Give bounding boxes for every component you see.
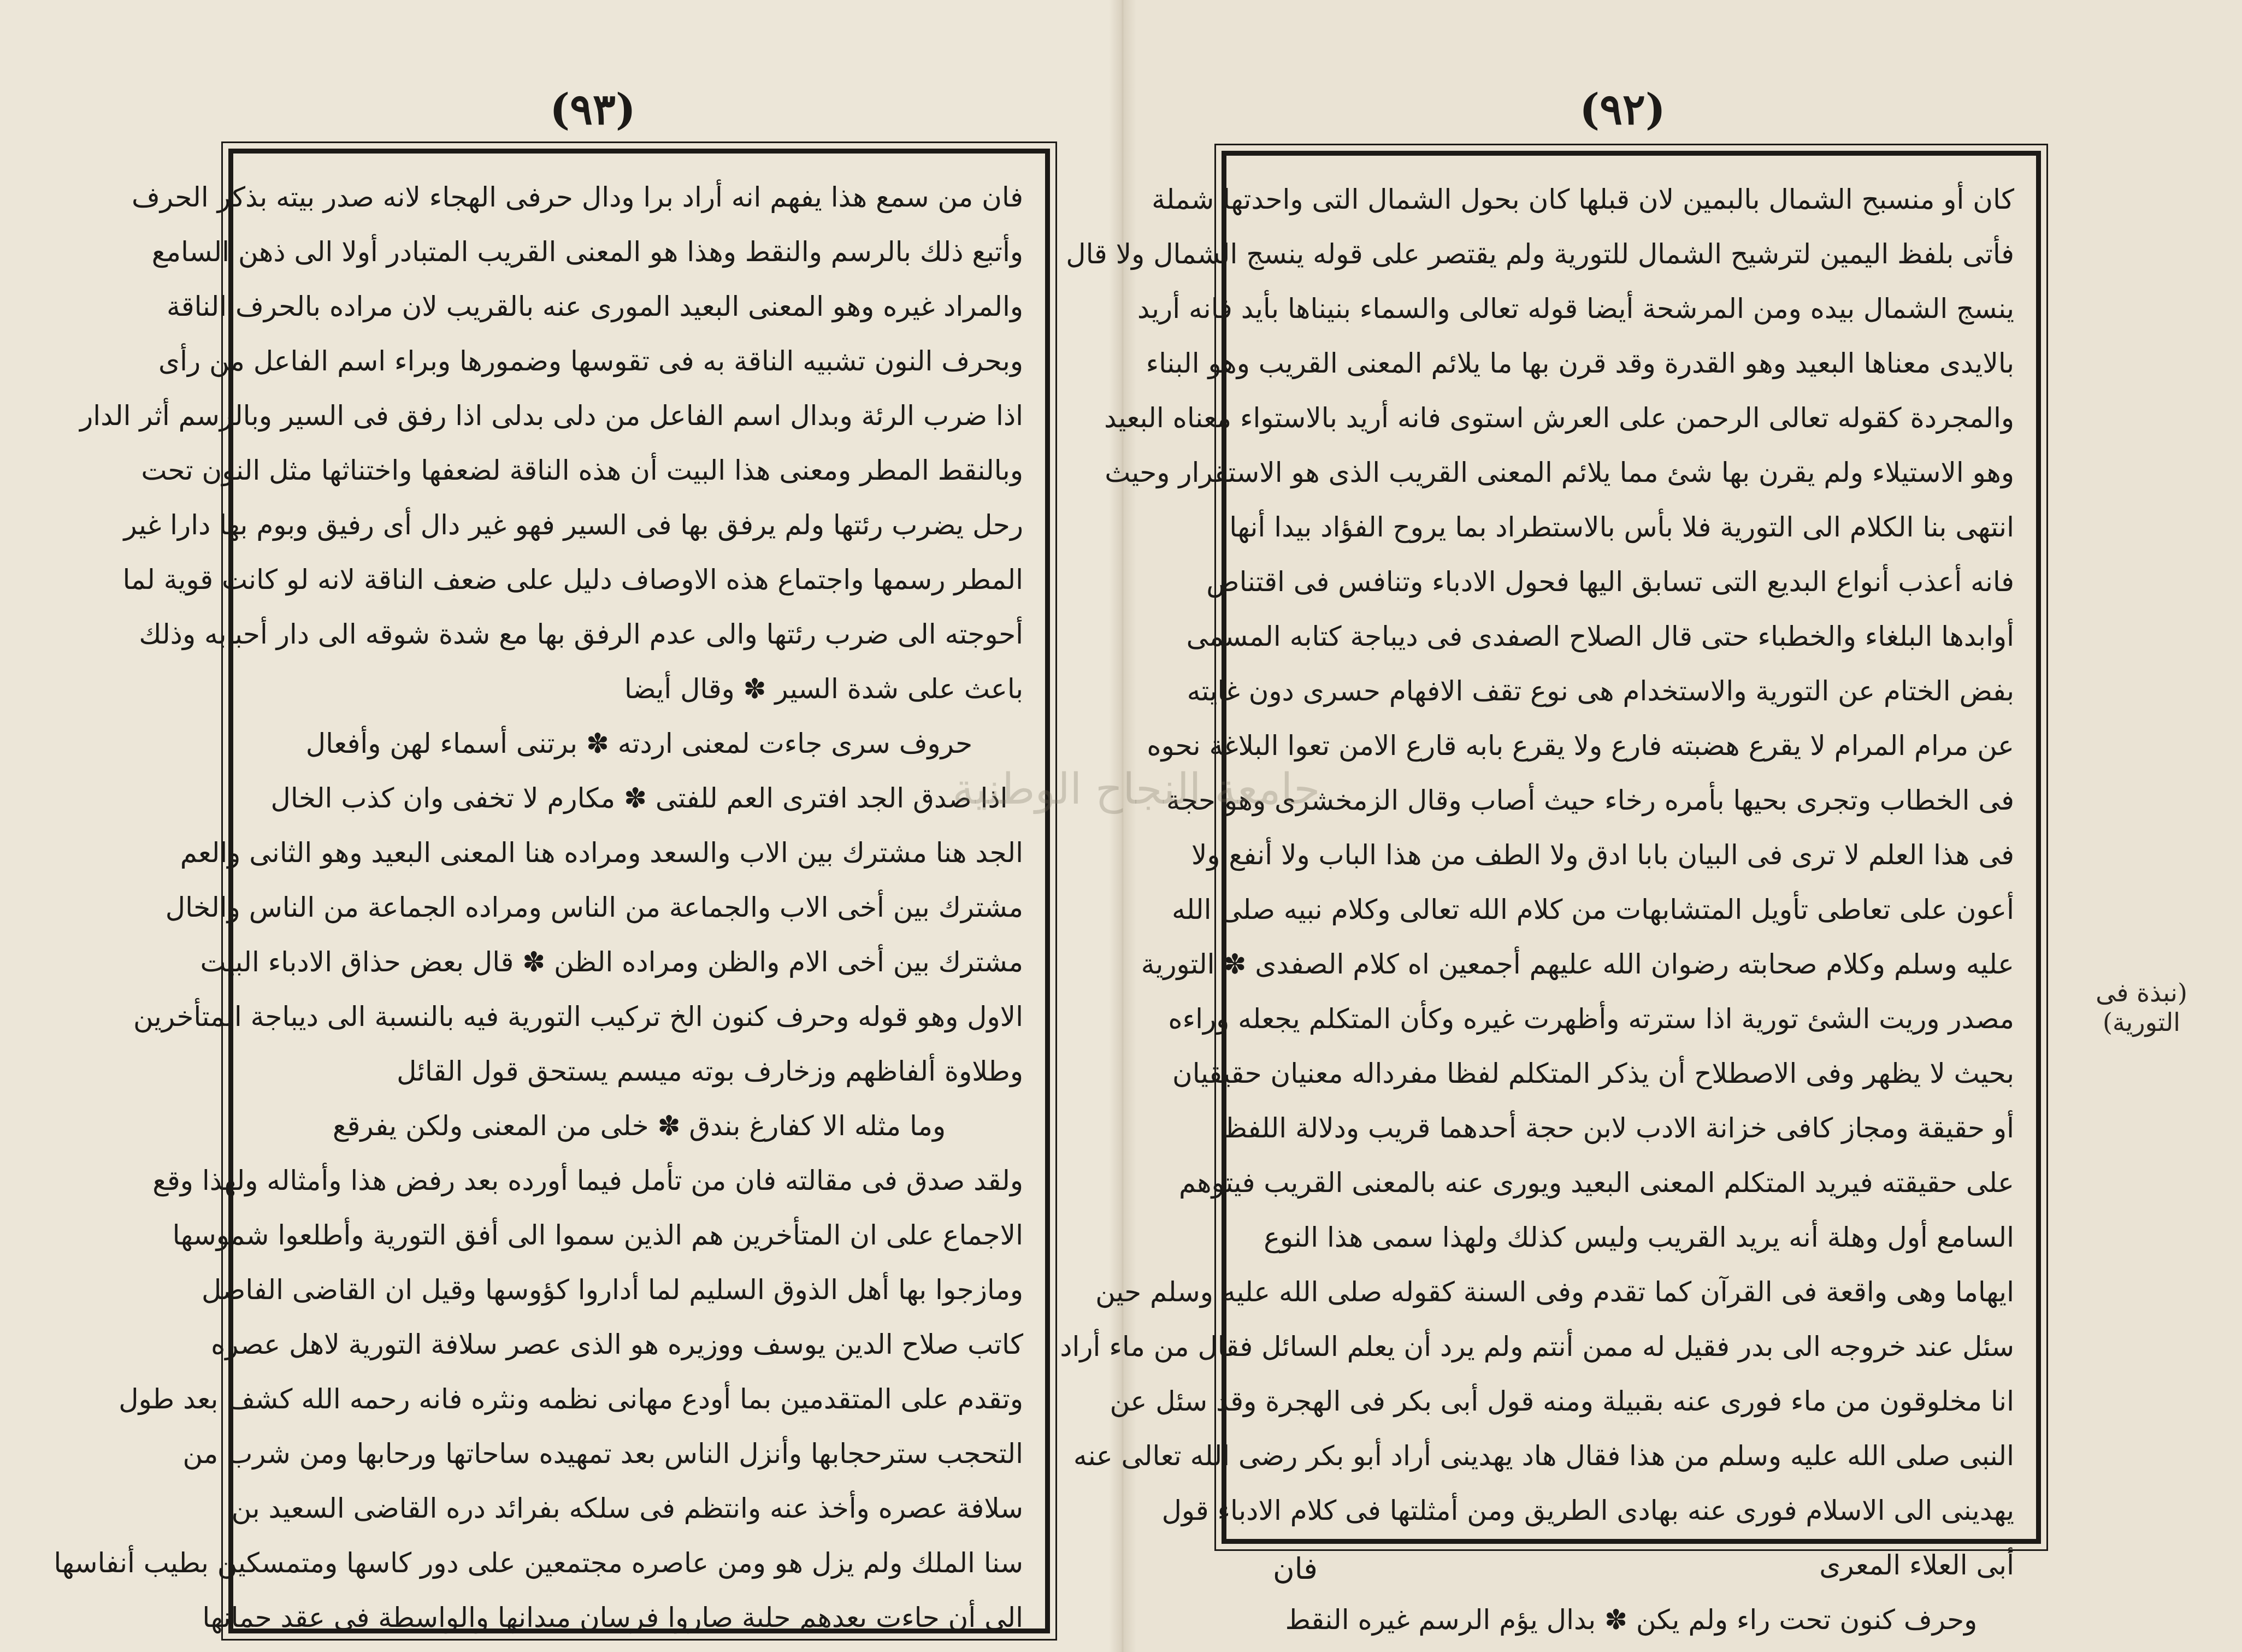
text-line: مصدر وريت الشئ تورية اذا سترته وأظهرت غيره وكأن المتكلم يجعله وراءه (1168, 1003, 2014, 1035)
text-line: ولقد صدق فى مقالته فان من تأمل فيما أورده بعد رفض هذا وأمثاله ولهذا وقع (152, 1165, 1023, 1196)
text-line: بحيث لا يظهر وفى الاصطلاح أن يذكر المتكلم لفظا مفرداله معنيان حقيقيان (1172, 1058, 2014, 1089)
verse-line: وما مثله الا كفارغ بندق ✽ خلى من المعنى ولكن يفرقع (332, 1110, 946, 1142)
text-line: ينسج الشمال بيده ومن المرشحة أيضا قوله تعالى والسماء بنيناها بأيد فانه أريد (1137, 293, 2014, 324)
verse-line: وحرف كنون تحت راء ولم يكن ✽ بدال يؤم الرسم غيره النقط (1285, 1604, 1978, 1636)
text-line: الى أن جاءت بعدهم حلبة صاروا فرسان ميدانها والواسطة فى عقد جمانها (202, 1602, 1023, 1633)
text-line: التحجب سترحجابها وأنزل الناس بعد تمهيده ساحاتها ورحابها ومن شرب من (182, 1438, 1023, 1470)
text-line: الاول وهو قوله وحرف كنون الخ تركيب التورية فيه بالنسبة الى ديباجة المتأخرين (133, 1001, 1023, 1032)
text-line: اذا صدق الجد افترى العم للفتى ✽ مكارم لا تخفى وان كذب الخال (270, 782, 1008, 814)
text-line: انا مخلوقون من ماء فورى عنه بقبيلة ومنه قول أبى بكر فى الهجرة وقد سئل عن (1110, 1385, 2014, 1417)
text-line: فانه أعذب أنواع البديع التى تسابق اليها فحول الادباء وتنافس فى اقتناص (1206, 566, 2014, 598)
text-line: أحوجته الى ضرب رئتها والى عدم الرفق بها مع شدة شوقه الى دار أحبابه وذلك (139, 618, 1023, 650)
library-watermark: جامعة النجاح الوطنية (952, 765, 1320, 814)
text-line: انتهى بنا الكلام الى التورية فلا بأس بالاستطراد بما يروح الفؤاد بيدا أنها (1229, 511, 2014, 543)
text-line: الاجماع على ان المتأخرين هم الذين سموا الى أفق التورية وأطلعوا شموسها (172, 1219, 1023, 1251)
text-line: وبحرف النون تشبيه الناقة به فى تقوسها وضمورها وبراء اسم الفاعل من رأى (158, 345, 1023, 377)
text-line: اذا ضرب الرئة وبدال اسم الفاعل من دلى بدلى اذا رفق فى السير وبالرسم أثر الدار (80, 400, 1023, 432)
text-line: سنا الملك ولم يزل هو ومن عاصره مجتمعين على دور كاسها ومتمسكين بطيب أنفاسها (54, 1547, 1023, 1579)
text-line: فى هذا العلم لا ترى فى البيان بابا ادق ولا الطف من هذا الباب ولا أنفع ولا (1191, 839, 2014, 871)
text-line: أعون على تعاطى تأويل المتشابهات من كلام الله تعالى وكلام نبيه صلى الله (1171, 894, 2014, 925)
catchword: فان (1273, 1551, 1318, 1586)
text-line: فى الخطاب وتجرى بحيها بأمره رخاء حيث أصاب وقال الزمخشرى وهو حجة (1166, 784, 2014, 816)
text-line: بفض الختام عن التورية والاستخدام هى نوع تقف الافهام حسرى دون غايته (1187, 675, 2014, 707)
text-line: كان أو منسبح الشمال بالبمين لان قبلها كان بحول الشمال التى واحدتها شملة (1152, 184, 2014, 215)
text-line: مشترك بين أخى الاب والجماعة من الناس ومراده الجماعة من الناس والخال (165, 892, 1023, 923)
text-line: وهو الاستيلاء ولم يقرن بها شئ مما يلائم المعنى القريب الذى هو الاستقرار وحيث (1105, 457, 2014, 488)
text-line: وبالنقط المطر ومعنى هذا البيت أن هذه الناقة لضعفها واختناثها مثل النون تحت (141, 455, 1023, 486)
text-line: فان من سمع هذا يفهم انه أراد برا ودال حرفى الهجاء لانه صدر بيته بذكر الحرف (131, 181, 1023, 213)
margin-note: (نبذة فى التورية) (2096, 978, 2187, 1037)
text-line: يهدينى الى الاسلام فورى عنه بهادى الطريق ومن أمثلتها فى كلام الادباء قول (1161, 1495, 2014, 1526)
text-line: حروف سرى جاءت لمعنى اردته ✽ برتنى أسماء لهن وأفعال (305, 728, 973, 759)
text-line: رحل يضرب رئتها ولم يرفق بها فى السير فهو غير دال أى رفيق وبوم بها دارا غير (123, 509, 1023, 541)
text-line: مشترك بين أخى الام والظن ومراده الظن ✽ قال بعض حذاق الادباء البيت (200, 946, 1023, 978)
text-line: وأتبع ذلك بالرسم والنقط وهذا هو المعنى القريب المتبادر أولا الى ذهن السامع (151, 236, 1023, 268)
text-line: السامع أول وهلة أنه يريد القريب وليس كذلك ولهذا سمى هذا النوع (1264, 1222, 2014, 1253)
left-text-block (54, 170, 1023, 1633)
text-line: وطلاوة ألفاظهم وزخارف بوته ميسم يستحق قول القائل (397, 1055, 1023, 1087)
text-line: باعث على شدة السير ✽ وقال أيضا (624, 673, 1023, 705)
text-line: عليه وسلم وكلام صحابته رضوان الله عليهم أجمعين اه كلام الصفدى ✽ التورية (1141, 948, 2014, 980)
right-page-number: (٩٢) (1579, 85, 1666, 134)
text-line: وتقدم على المتقدمين بما أودع مهانى نظمه ونثره فانه رحمه الله كشف بعد طول (119, 1383, 1023, 1415)
text-line: النبى صلى الله عليه وسلم من هذا فقال هاد يهدينى أراد أبو بكر رضى الله تعالى عنه (1073, 1440, 2014, 1472)
text-line: أوابدها البلغاء والخطباء حتى قال الصلاح الصفدى فى ديباجة كتابه المسمى (1186, 621, 2014, 652)
text-line: أو حقيقة ومجاز كافى خزانة الادب لابن حجة أحدهما قريب ودلالة اللفظ (1222, 1112, 2014, 1144)
left-text-frame (54, 149, 1050, 1633)
left-page-number: (٩٣) (550, 85, 636, 134)
text-line: كاتب صلاح الدين يوسف ووزيره هو الذى عصر سلافة التورية لاهل عصره (211, 1329, 1023, 1360)
text-line: بالايدى معناها البعيد وهو القدرة وقد قرن بها ما يلائم المعنى القريب وهو البناء (1146, 347, 2014, 379)
text-line: والمراد غيره وهو المعنى البعيد المورى عنه بالقريب لان مراده بالحرف الناقة (166, 291, 1023, 322)
text-line: المطر رسمها واجتماع هذه الاوصاف دليل على ضعف الناقة لانه لو كانت قوية لما (122, 564, 1023, 595)
text-line: والمجردة كقوله تعالى الرحمن على العرش استوى فانه أريد بالاستواء معناه البعيد (1104, 402, 2014, 434)
text-line: على حقيقته فيريد المتكلم المعنى البعيد ويورى عنه بالمعنى القريب فيتوهم (1178, 1167, 2014, 1199)
text-line: عن مرام المرام لا يقرع هضبته فارع ولا يقرع بابه قارع الامن تعوا البلاغة نحوه (1147, 730, 2014, 762)
text-line: سئل عند خروجه الى بدر فقيل له ممن أنتم ولم يرد أن يعلم السائل فقال من ماء أراد (1060, 1331, 2014, 1362)
text-line: ايهاما وهى واقعة فى القرآن كما تقدم وفى السنة كقوله صلى الله عليه وسلم حين (1095, 1276, 2014, 1308)
text-line: ومازجوا بها أهل الذوق السليم لما أداروا كؤوسها وقيل ان القاضى الفاضل (202, 1274, 1023, 1306)
text-line: الجد هنا مشترك بين الاب والسعد ومراده هنا المعنى البعيد وهو الثانى والعم (180, 837, 1023, 869)
text-line: فأتى بلفظ اليمين لترشيح الشمال للتورية ولم يقتصر على قوله ينسج الشمال ولا قال (1066, 238, 2014, 270)
text-line: أبى العلاء المعرى (1819, 1549, 2014, 1581)
text-line: سلافة عصره وأخذ عنه وانتظم فى سلكه بفرائد دره القاضى السعيد بن (231, 1492, 1023, 1524)
